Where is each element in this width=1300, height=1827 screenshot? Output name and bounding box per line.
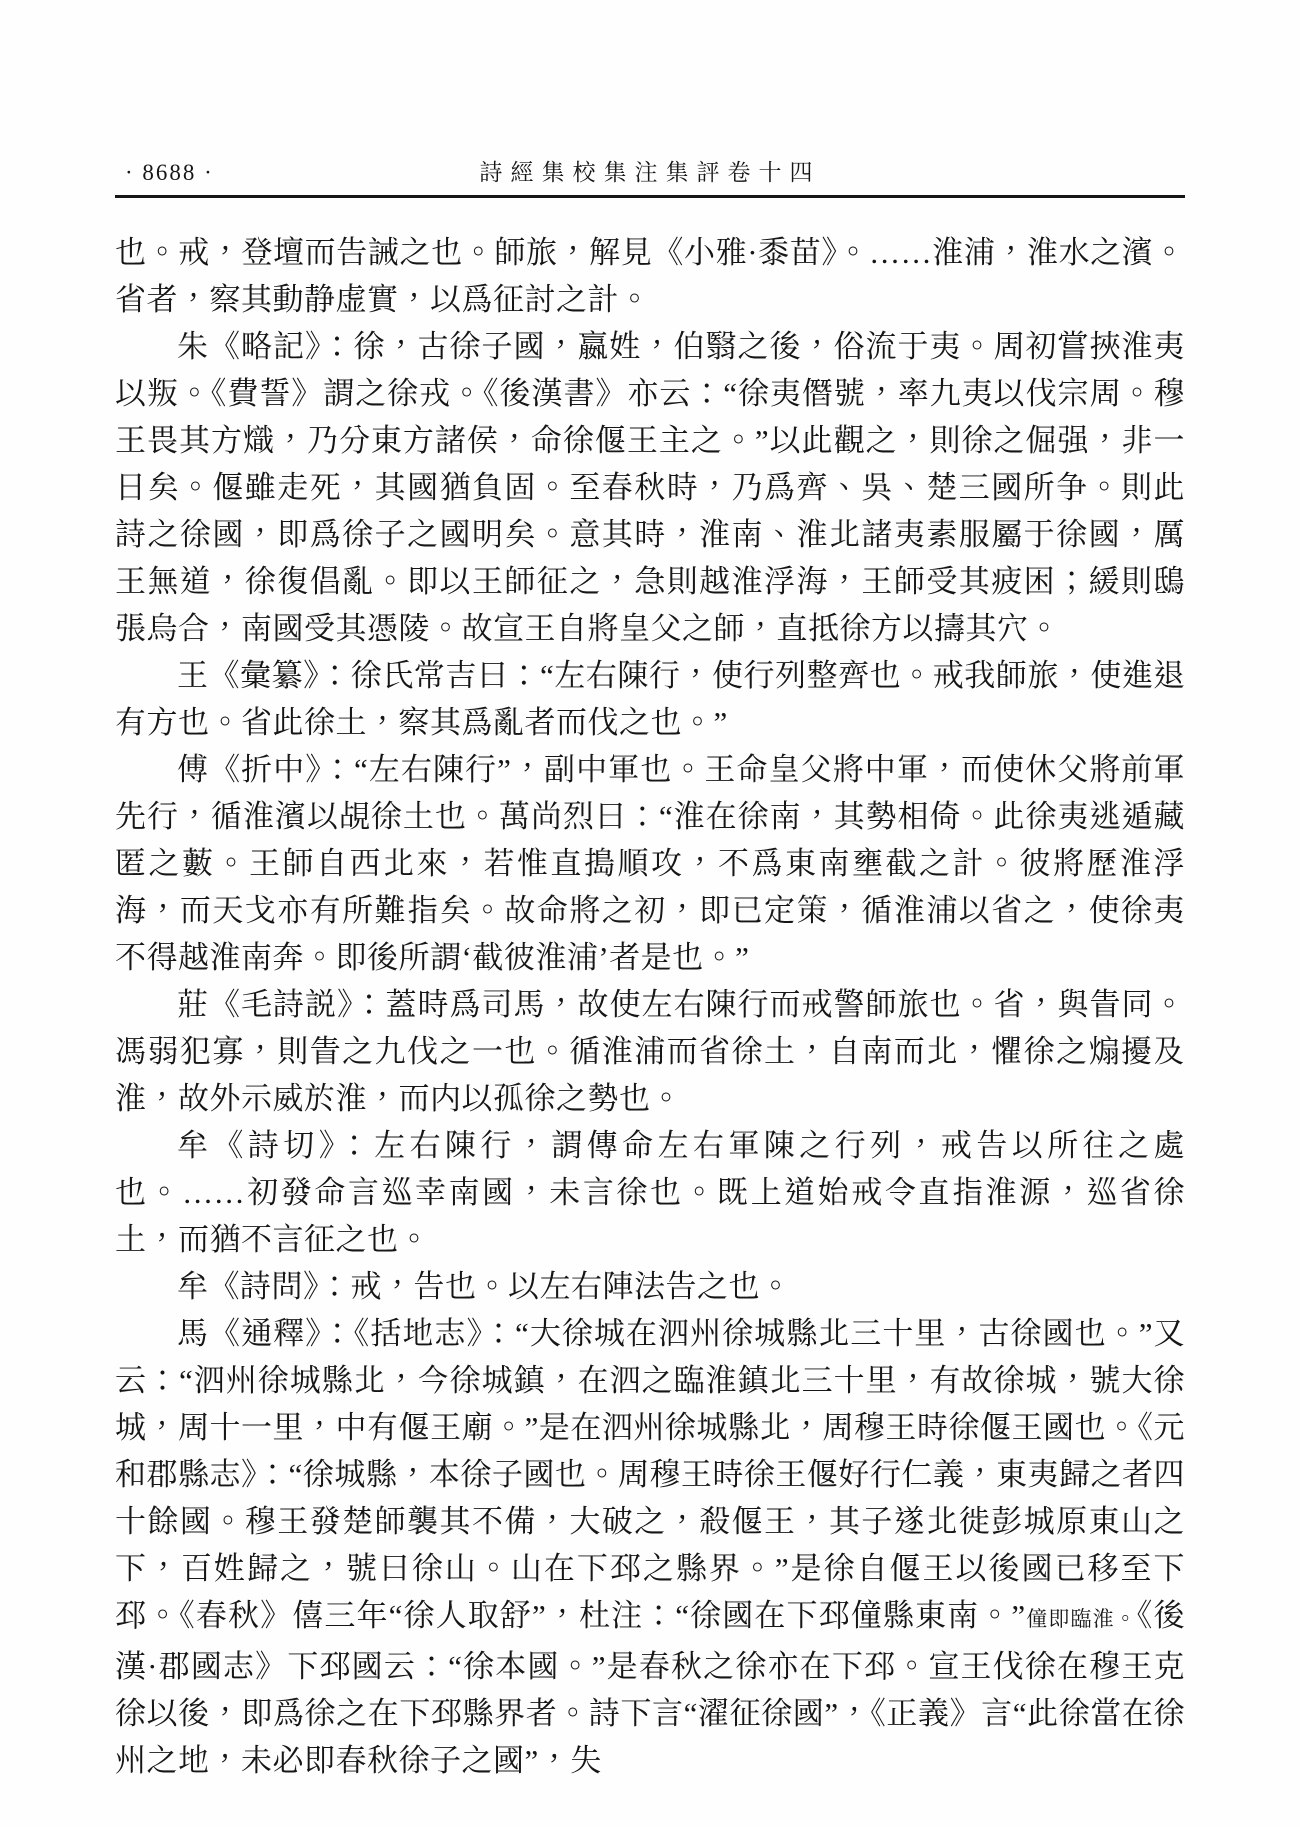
paragraph-ma-tongshi — [115, 1310, 1185, 1784]
paragraph-mou-shiwen — [115, 1263, 1185, 1310]
paragraph-zhu-lueji — [115, 323, 1185, 652]
paragraph-continuation-zheng-commentary — [115, 229, 1185, 323]
inline-gloss-note: 僮即臨淮。 — [1025, 1607, 1137, 1631]
paragraph-text: 牟《詩切》：左右陳行，謂傳命左右軍陳之行列，戒告以所往之處也。……初發命言巡幸南國，未言徐也。既上道始戒令直指淮源，巡省徐土，而猶不言征之也。 — [115, 1128, 1185, 1257]
running-title: 詩經集校集注集評卷十四 — [479, 160, 821, 185]
paragraph-wang-huizuan — [115, 652, 1185, 746]
page-header — [115, 160, 1185, 186]
paragraph-zhuang-maoshishuo — [115, 981, 1185, 1122]
paragraph-text: 也。戒，登壇而告誡之也。師旅，解見《小雅·黍苗》。……淮浦，淮水之濱。省者，察其動静虚實，以爲征討之計。 — [115, 235, 1185, 317]
paragraph-text: 朱《略記》：徐，古徐子國，嬴姓，伯翳之後，俗流于夷。周初嘗挾淮夷以叛。《費誓》謂之徐戎。《後漢書》亦云：“徐夷僭號，率九夷以伐宗周。穆王畏其方熾，乃分東方諸侯，命徐偃王主之。”以此觀之，則徐之倔强，非一日矣。偃雖走死，其國猶負固。至春秋時，乃爲齊、吳、楚三國所争。則此詩之徐國，即爲徐子之國明矣。意其時，淮南、淮北諸夷素服屬于徐國，厲王無道，徐復倡亂。即以王師征之，急則越淮浮海，王師受其疲困；緩則鴟張烏合，南國受其憑陵。故宣王自將皇父之師，直抵徐方以擣其穴。 — [115, 329, 1185, 646]
paragraph-text: 莊《毛詩説》：蓋時爲司馬，故使左右陳行而戒警師旅也。省，與眚同。馮弱犯寡，則眚之九伐之一也。循淮浦而省徐土，自南而北，懼徐之煽擾及淮，故外示威於淮，而内以孤徐之勢也。 — [115, 987, 1185, 1116]
paragraph-fu-zhezhong — [115, 746, 1185, 981]
paragraph-text: 傅《折中》：“左右陳行”，副中軍也。王命皇父將中軍，而使休父將前軍先行，循淮濱以覘徐土也。萬尚烈曰：“淮在徐南，其勢相倚。此徐夷逃遁藏匿之藪。王師自西北來，若惟直搗順攻，不爲東南壅截之計。彼將歷淮浮海，而天戈亦有所難指矣。故命將之初，即已定策，循淮浦以省之，使徐夷不得越淮南奔。即後所謂‘截彼淮浦’者是也。” — [115, 752, 1185, 975]
paragraph-mou-shiqie — [115, 1122, 1185, 1263]
paragraph-text: 《後漢·郡國志》下邳國云：“徐本國。”是春秋之徐亦在下邳。宣王伐徐在穆王克徐以後，即爲徐之在下邳縣界者。詩下言“濯征徐國”，《正義》言“此徐當在徐州之地，未必即春秋徐子之國”，失 — [115, 1598, 1186, 1778]
page-number: · 8688 · — [125, 160, 214, 185]
page-body — [115, 229, 1185, 1784]
paragraph-text: 王《彙纂》：徐氏常吉曰：“左右陳行，使行列整齊也。戒我師旅，使進退有方也。省此徐土，察其爲亂者而伐之也。” — [115, 658, 1185, 740]
paragraph-text: 牟《詩問》：戒，告也。以左右陣法告之也。 — [177, 1269, 792, 1304]
paragraph-text: 馬《通釋》：《括地志》：“大徐城在泗州徐城縣北三十里，古徐國也。”又云：“泗州徐城縣北，今徐城鎮，在泗之臨淮鎮北三十里，有故徐城，號大徐城，周十一里，中有偃王廟。”是在泗州徐城縣北，周穆王時徐偃王國也。《元和郡縣志》：“徐城縣，本徐子國也。周穆王時徐王偃好行仁義，東夷歸之者四十餘國。穆王發楚師襲其不備，大破之，殺偃王，其子遂北徙彭城原東山之下，百姓歸之，號曰徐山。山在下邳之縣界。”是徐自偃王以後國已移至下邳。《春秋》僖三年“徐人取舒”，杜注：“徐國在下邳僮縣東南。” — [115, 1316, 1185, 1633]
header-rule — [115, 195, 1185, 198]
